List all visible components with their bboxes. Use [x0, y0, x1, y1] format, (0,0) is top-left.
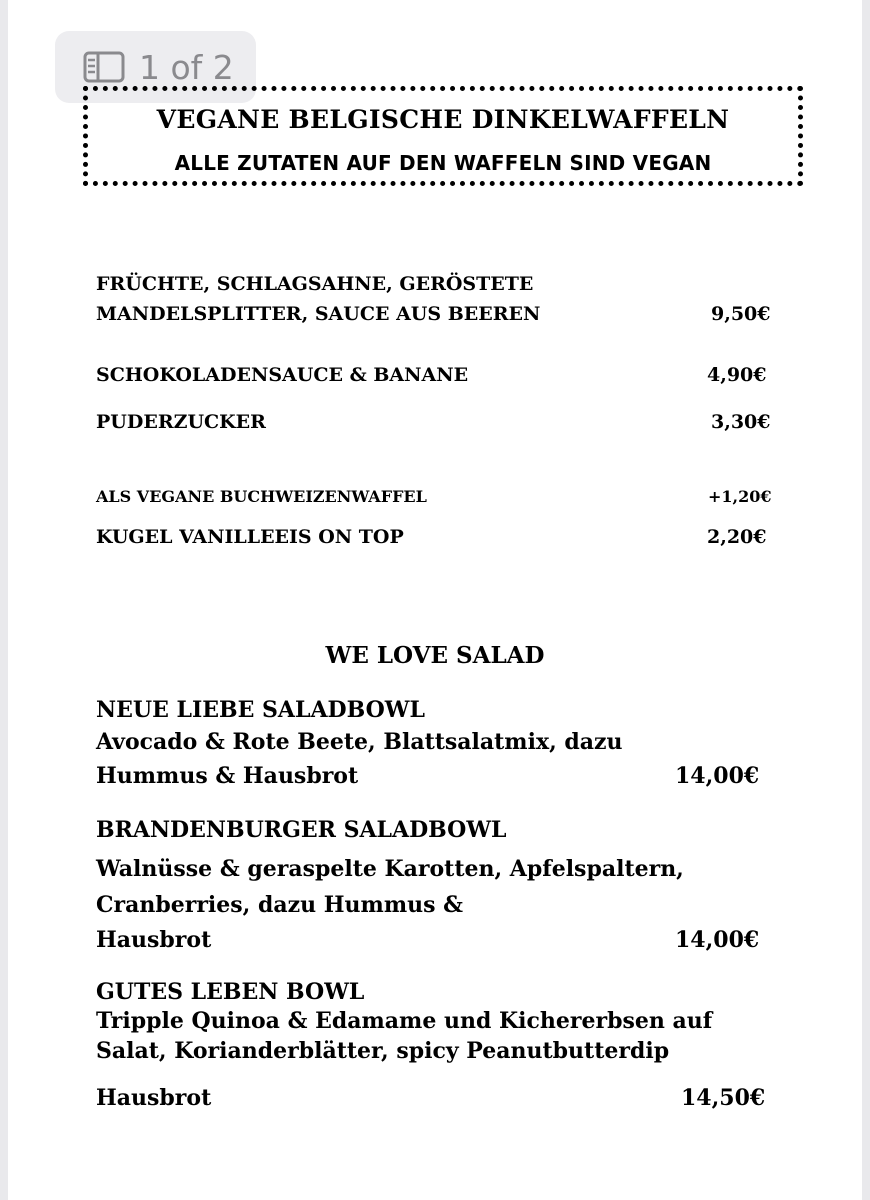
page-indicator-label: 1 of 2: [139, 47, 234, 87]
salad-item-2-name: BRANDENBURGER SALADBOWL: [96, 817, 507, 843]
waffle-item-3-name: PUDERZUCKER: [96, 411, 266, 433]
salad-item-2-price: 14,00€: [675, 927, 760, 953]
header-subtitle: ALLE ZUTATEN AUF DEN WAFFELN SIND VEGAN: [174, 151, 712, 175]
waffle-addon-2-name: KUGEL VANILLEEIS ON TOP: [96, 526, 404, 548]
waffle-item-1-line1: FRÜCHTE, SCHLAGSAHNE, GERÖSTETE: [96, 273, 534, 295]
waffle-item-3-price: 3,30€: [711, 411, 771, 433]
salad-item-3-desc2: Salat, Korianderblätter, spicy Peanutbutterdip: [96, 1038, 670, 1064]
salad-item-1-price: 14,00€: [675, 763, 760, 789]
waffle-addon-1-name: ALS VEGANE BUCHWEIZENWAFFEL: [96, 487, 427, 506]
salad-item-1-desc2: Hummus & Hausbrot: [96, 763, 359, 789]
salad-item-2-desc3: Hausbrot: [96, 927, 212, 953]
salad-section-title: WE LOVE SALAD: [325, 642, 545, 669]
waffle-item-2-name: SCHOKOLADENSAUCE & BANANE: [96, 364, 469, 386]
waffle-item-2-price: 4,90€: [707, 364, 767, 386]
waffle-item-1-line2: MANDELSPLITTER, SAUCE AUS BEEREN: [96, 303, 541, 325]
sidebar-icon: [83, 51, 125, 83]
salad-item-3-desc1: Tripple Quinoa & Edamame und Kichererbsen auf: [96, 1008, 713, 1034]
waffle-item-1-price: 9,50€: [711, 303, 771, 325]
salad-item-3-price: 14,50€: [681, 1085, 766, 1111]
salad-item-2-desc2: Cranberries, dazu Hummus &: [96, 892, 463, 918]
waffle-addon-1-price: +1,20€: [708, 487, 772, 506]
salad-item-3-name: GUTES LEBEN BOWL: [96, 979, 365, 1005]
menu-page: [8, 0, 862, 1200]
waffle-addon-2-price: 2,20€: [707, 526, 767, 548]
salad-item-3-desc3: Hausbrot: [96, 1085, 212, 1111]
header-box: [83, 86, 803, 186]
salad-item-2-desc1: Walnüsse & geraspelte Karotten, Apfelspaltern,: [96, 856, 684, 882]
header-title: VEGANE BELGISCHE DINKELWAFFELN: [156, 105, 730, 134]
salad-item-1-name: NEUE LIEBE SALADBOWL: [96, 697, 425, 723]
salad-item-1-desc1: Avocado & Rote Beete, Blattsalatmix, dazu: [96, 729, 623, 755]
